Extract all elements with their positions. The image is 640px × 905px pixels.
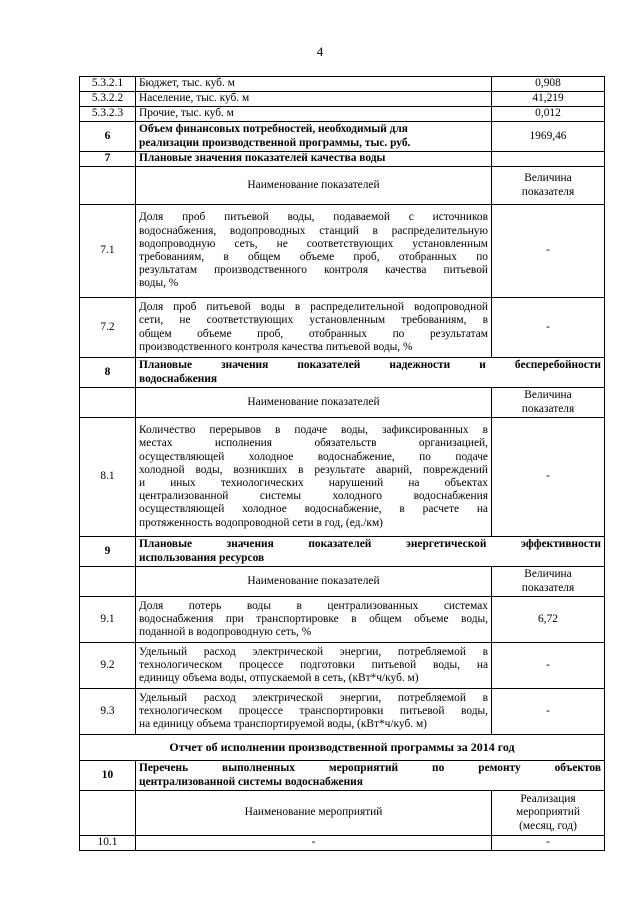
header-line: Величина bbox=[524, 389, 572, 402]
text-line: требованиям, в общем объеме проб, отобранных по bbox=[139, 251, 488, 263]
table-row bbox=[80, 77, 605, 92]
section-row bbox=[80, 761, 605, 791]
row-text: Прочие, тыс. куб. м bbox=[136, 107, 492, 122]
row-value: - bbox=[492, 205, 605, 298]
row-value: 6,72 bbox=[492, 597, 605, 643]
header-line: Величина bbox=[524, 172, 572, 185]
text-line: технологическом процессе подготовки питьевой воды, на bbox=[139, 658, 488, 671]
row-number: 5.3.2.2 bbox=[80, 92, 136, 107]
section-row bbox=[80, 537, 605, 567]
text-line: водоснабжения bbox=[139, 372, 218, 385]
section-number: 10 bbox=[80, 761, 136, 791]
table-row bbox=[80, 107, 605, 122]
header-line: Реализация bbox=[520, 793, 576, 806]
table-row bbox=[80, 298, 605, 358]
text-line: Объем финансовых потребностей, необходимый для bbox=[139, 123, 408, 136]
column-header-row bbox=[80, 388, 605, 418]
column-header-row bbox=[80, 167, 605, 205]
section-row bbox=[80, 152, 605, 167]
text-line: Удельный расход электрической энергии, потребляемой в bbox=[139, 645, 488, 658]
section-number: 7 bbox=[80, 152, 136, 167]
table-row bbox=[80, 689, 605, 735]
row-text bbox=[136, 643, 492, 689]
section-number: 9 bbox=[80, 537, 136, 567]
text-line: Доля проб питьевой воды, подаваемой с источников bbox=[139, 211, 488, 224]
row-number: 7.2 bbox=[80, 298, 136, 358]
header-line: показателя bbox=[521, 402, 575, 415]
row-number: 9.2 bbox=[80, 643, 136, 689]
section-title: Плановые значения показателей качества воды bbox=[136, 152, 492, 167]
row-text bbox=[136, 205, 492, 298]
row-text: - bbox=[136, 836, 492, 851]
header-line: Величина bbox=[524, 568, 572, 581]
text-line: централизованной системы холодного водоснабжения bbox=[139, 490, 488, 503]
production-program-table bbox=[79, 76, 605, 851]
row-text bbox=[136, 298, 492, 358]
row-value: - bbox=[492, 298, 605, 358]
section-title bbox=[136, 358, 605, 388]
text-line: холодной воды, возникших в результате аварий, повреждений bbox=[139, 463, 488, 476]
row-value: 0,012 bbox=[492, 107, 605, 122]
text-line: Доля потерь воды в централизованных системах bbox=[139, 599, 488, 612]
text-line: водоснабжения при транспортировке в общем объеме воды, bbox=[139, 612, 488, 625]
row-value: - bbox=[492, 643, 605, 689]
row-text bbox=[136, 597, 492, 643]
row-text bbox=[136, 418, 492, 537]
text-line: и иных технологических нарушений на объектах bbox=[139, 477, 488, 489]
row-value: - bbox=[492, 689, 605, 735]
text-line: централизованной системы водоснабжения bbox=[139, 775, 363, 788]
column-header-name: Наименование мероприятий bbox=[136, 791, 492, 836]
column-header-value bbox=[492, 567, 605, 597]
row-number: 6 bbox=[80, 122, 136, 152]
text-line: осуществляющей холодное водоснабжение, в расчете на bbox=[139, 503, 488, 516]
text-line: на единицу объема транспортируемой воды, (кВт*ч/куб. м) bbox=[139, 718, 427, 731]
column-header-row bbox=[80, 791, 605, 836]
text-line: результатам производственного контроля качества питьевой bbox=[139, 264, 488, 277]
header-line: мероприятий bbox=[516, 806, 580, 819]
text-line: водоснабжения, водопроводных станций в распределительную bbox=[139, 224, 488, 237]
row-text: Бюджет, тыс. куб. м bbox=[136, 77, 492, 92]
row-value: 1969,46 bbox=[492, 122, 605, 152]
text-line: осуществляющей холодное водоснабжение, по подаче bbox=[139, 450, 488, 463]
header-line: показателя bbox=[521, 185, 575, 198]
section-row bbox=[80, 358, 605, 388]
text-line: сети, не соответствующих установленным требованиям, в bbox=[139, 314, 488, 327]
row-number: 5.3.2.3 bbox=[80, 107, 136, 122]
column-header-value bbox=[492, 791, 605, 836]
row-value: - bbox=[492, 836, 605, 851]
column-header-name: Наименование показателей bbox=[136, 388, 492, 418]
report-title-row bbox=[80, 735, 605, 761]
text-line: Доля проб питьевой воды в распределительной водопроводной bbox=[139, 301, 488, 314]
section-title bbox=[136, 761, 605, 791]
text-line: Перечень выполненных мероприятий по ремонту объектов bbox=[139, 762, 601, 775]
text-line: Плановые значения показателей надежности и бесперебойности bbox=[139, 359, 601, 372]
text-line: реализации производственной программы, тыс. руб. bbox=[139, 136, 411, 149]
column-header-name: Наименование показателей bbox=[136, 567, 492, 597]
header-line: показателя bbox=[521, 581, 575, 594]
row-number: 7.1 bbox=[80, 205, 136, 298]
table-row bbox=[80, 418, 605, 537]
text-line: Плановые значения показателей энергетической эффективности bbox=[139, 538, 601, 551]
row-value: 41,219 bbox=[492, 92, 605, 107]
row-text bbox=[136, 689, 492, 735]
header-line: (месяц, год) bbox=[519, 819, 577, 832]
row-number: 8.1 bbox=[80, 418, 136, 537]
row-value: 0,908 bbox=[492, 77, 605, 92]
text-line: производственного контроля качества питьевой воды, % bbox=[139, 340, 413, 353]
row-number: 9.1 bbox=[80, 597, 136, 643]
table-row bbox=[80, 643, 605, 689]
text-line: воды, % bbox=[139, 277, 179, 290]
row-number: 5.3.2.1 bbox=[80, 77, 136, 92]
row-number: 10.1 bbox=[80, 836, 136, 851]
row-text: Население, тыс. куб. м bbox=[136, 92, 492, 107]
text-line: технологическом процессе транспортировки питьевой воды, bbox=[139, 704, 488, 717]
row-text bbox=[136, 122, 492, 152]
text-line: водопроводную сеть, не соответствующих установленным bbox=[139, 237, 488, 250]
column-header-name: Наименование показателей bbox=[136, 167, 492, 205]
text-line: единицу объема воды, отпускаемой в сеть, (кВт*ч/куб. м) bbox=[139, 672, 419, 685]
text-line: протяженность водопроводной сети в год, (ед./км) bbox=[139, 516, 383, 529]
page-number: 4 bbox=[316, 44, 324, 59]
text-line: использования ресурсов bbox=[139, 551, 265, 564]
column-header-value bbox=[492, 388, 605, 418]
table-row bbox=[80, 597, 605, 643]
row-value: - bbox=[492, 418, 605, 537]
table-row bbox=[80, 836, 605, 851]
row-number: 9.3 bbox=[80, 689, 136, 735]
text-line: общем объеме проб, отобранных по результатам bbox=[139, 327, 488, 340]
text-line: местах исполнения обязательств организацией, bbox=[139, 437, 488, 450]
section-number: 8 bbox=[80, 358, 136, 388]
table-row bbox=[80, 122, 605, 152]
table-row bbox=[80, 205, 605, 298]
text-line: поданной в водопроводную сеть, % bbox=[139, 626, 312, 639]
section-title bbox=[136, 537, 605, 567]
table-row bbox=[80, 92, 605, 107]
column-header-row bbox=[80, 567, 605, 597]
text-line: Удельный расход электрической энергии, потребляемой в bbox=[139, 691, 488, 704]
report-title: Отчет об исполнении производственной программы за 2014 год bbox=[80, 735, 605, 761]
column-header-value bbox=[492, 167, 605, 205]
text-line: Количество перерывов в подаче воды, зафиксированных в bbox=[139, 424, 488, 437]
